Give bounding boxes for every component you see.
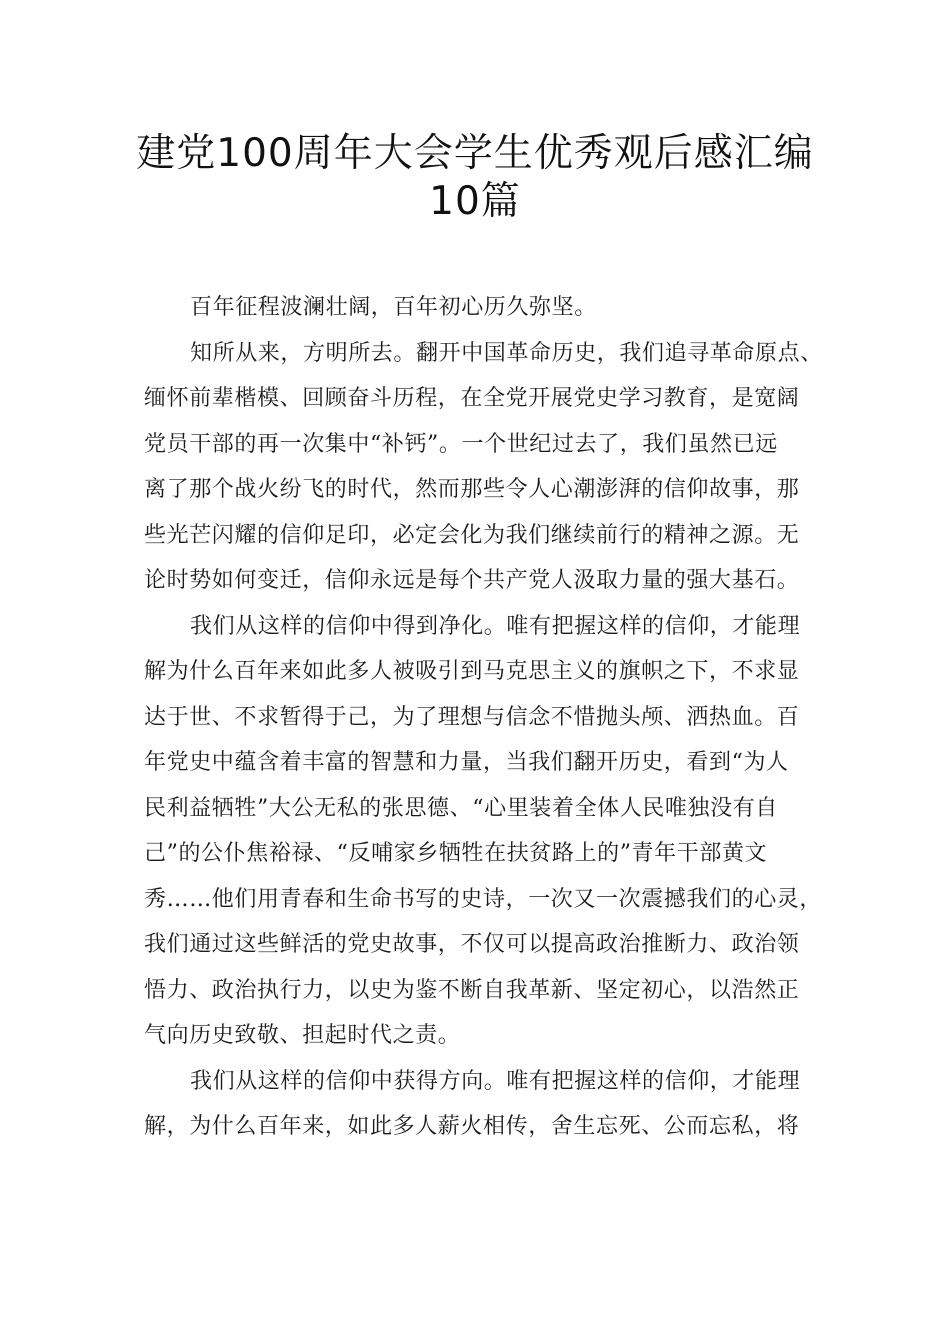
body-text-line: 悟力、政治执行力，以史为鉴不断自我革新、坚定初心，以浩然正 — [144, 977, 800, 1003]
body-text-line: 解，为什么百年来，如此多人薪火相传，舍生忘死、公而忘私，将 — [144, 1114, 800, 1139]
body-text-line: 己”的公仆焦裕禄、“反哺家乡牺牲在扶贫路上的”青年干部黄文 — [144, 841, 768, 866]
body-text-line: 我们从这样的信仰中得到净化。唯有把握这样的信仰，才能理 — [190, 613, 801, 639]
document-body — [144, 285, 844, 1150]
body-text-line: 知所从来，方明所去。翻开中国革命历史，我们追寻革命原点、 — [190, 340, 823, 366]
body-text-line: 民利益牺牲”大公无私的张思德、“心里装着全体人民唯独没有自 — [144, 795, 778, 821]
body-text-line: 些光芒闪耀的信仰足印，必定会化为我们继续前行的精神之源。无 — [144, 522, 800, 548]
document-title — [100, 130, 850, 226]
body-text-line: 我们从这样的信仰中获得方向。唯有把握这样的信仰，才能理 — [190, 1068, 801, 1094]
title-line: 建党100周年大会学生优秀观后感汇编 — [136, 131, 814, 176]
body-text-line: 离了那个战火纷飞的时代，然而那些令人心潮澎湃的信仰故事，那 — [144, 477, 800, 502]
body-text-line: 党员干部的再一次集中“补钙”。一个世纪过去了，我们虽然已远 — [144, 431, 778, 457]
body-text-line: 气向历史致敬、担起时代之责。 — [144, 1023, 461, 1048]
body-text-line: 缅怀前辈楷模、回顾奋斗历程，在全党开展党史学习教育，是宽阔 — [144, 386, 800, 411]
title-line: 10篇 — [429, 179, 521, 224]
body-text-line: 秀……他们用青春和生命书写的史诗，一次又一次震撼我们的心灵， — [144, 886, 823, 912]
body-text-line: 年党史中蕴含着丰富的智慧和力量，当我们翻开历史，看到“为人 — [144, 750, 789, 775]
body-text-line: 百年征程波澜壮阔，百年初心历久弥坚。 — [190, 295, 597, 320]
body-text-line: 我们通过这些鲜活的党史故事，不仅可以提高政治推断力、政治领 — [144, 932, 800, 957]
body-text-line: 达于世、不求暂得于己，为了理想与信念不惜抛头颅、洒热血。百 — [144, 704, 800, 730]
body-text-line: 解为什么百年来如此多人被吸引到马克思主义的旗帜之下，不求显 — [144, 659, 800, 684]
body-text-line: 论时势如何变迁，信仰永远是每个共产党人汲取力量的强大基石。 — [144, 568, 800, 593]
